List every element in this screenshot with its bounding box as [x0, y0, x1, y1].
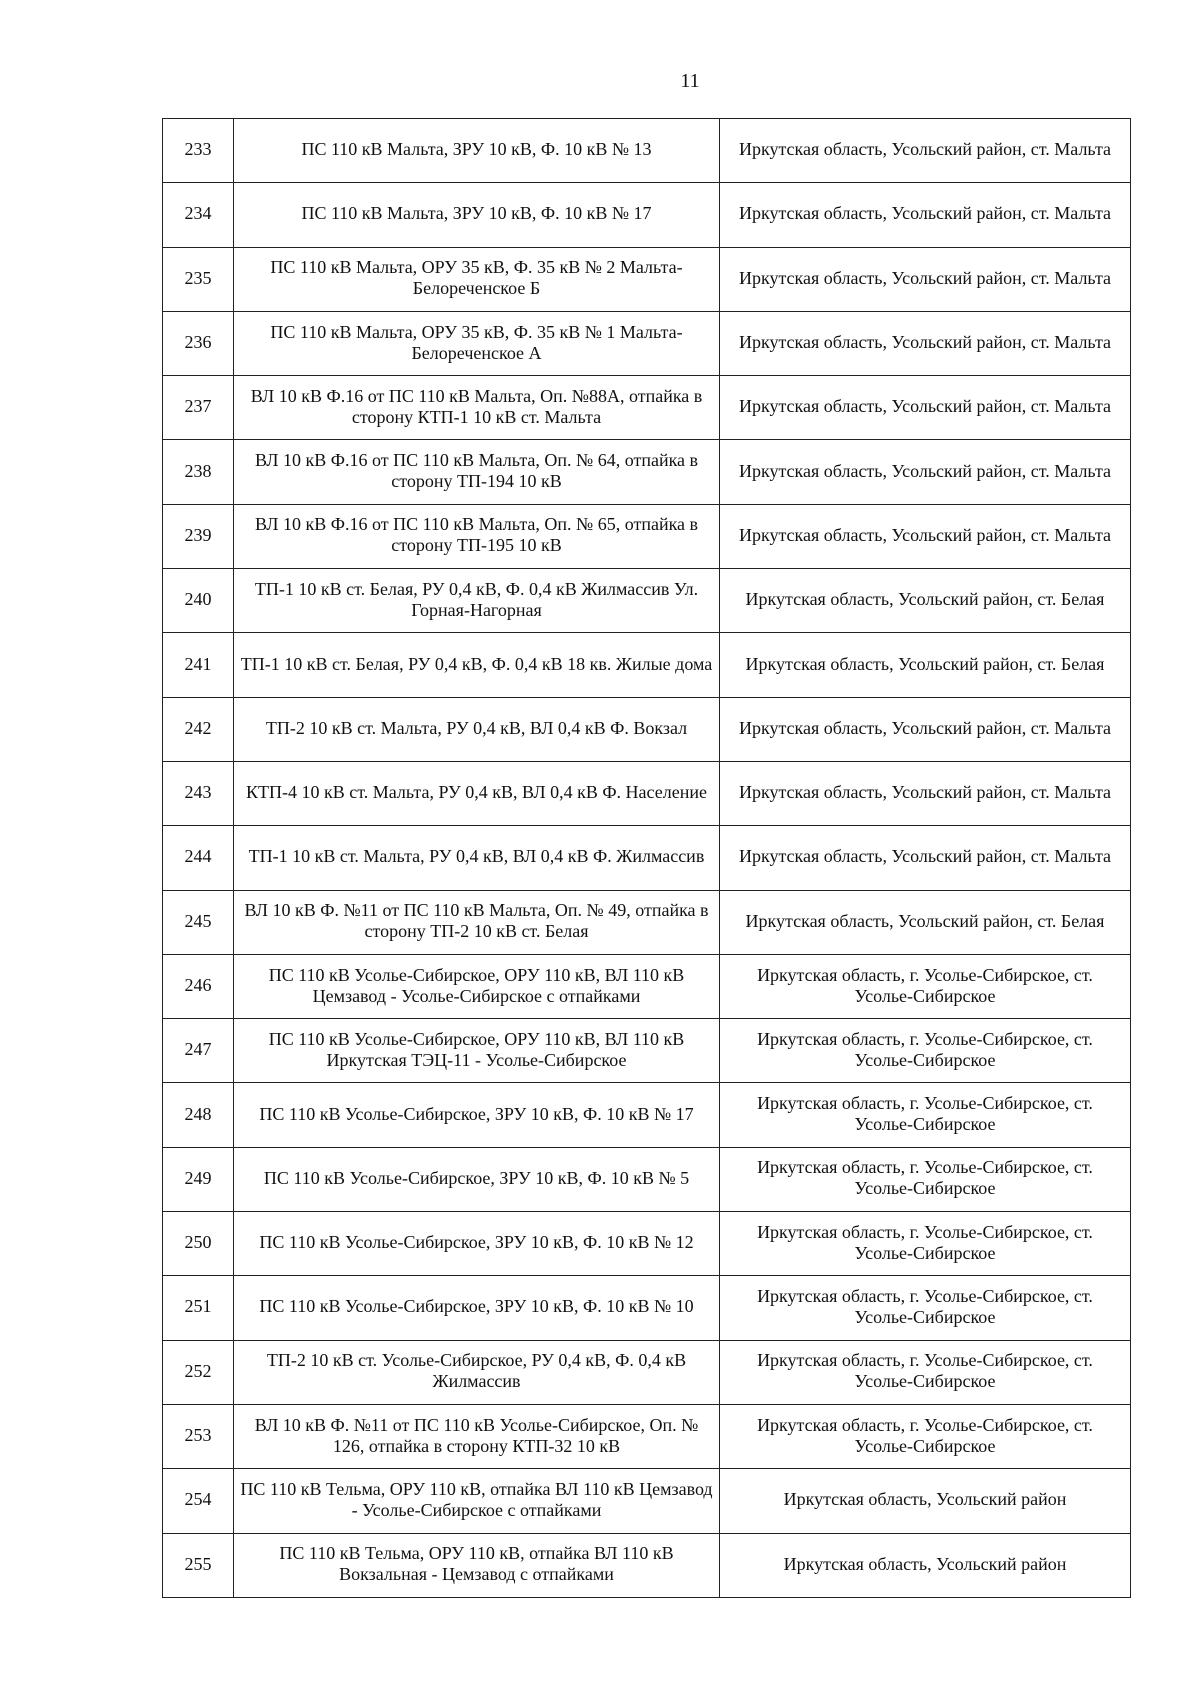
- row-number-cell: 233: [163, 119, 234, 183]
- table-row: [163, 1276, 1131, 1340]
- location-cell: Иркутская область, Усольский район: [720, 1469, 1131, 1533]
- row-number-cell: 239: [163, 504, 234, 568]
- location-cell: Иркутская область, Усольский район, ст. Мальта: [720, 697, 1131, 761]
- location-cell: Иркутская область, Усольский район, ст. Мальта: [720, 311, 1131, 375]
- row-number-cell: 250: [163, 1212, 234, 1276]
- table-row: [163, 247, 1131, 311]
- location-cell: Иркутская область, Усольский район, ст. Мальта: [720, 440, 1131, 504]
- table-row: [163, 1212, 1131, 1276]
- row-number-cell: 246: [163, 954, 234, 1018]
- row-number-cell: 240: [163, 569, 234, 633]
- location-cell: Иркутская область, г. Усолье-Сибирское, ст. Усолье-Сибирское: [720, 1212, 1131, 1276]
- table-row: [163, 440, 1131, 504]
- location-cell: Иркутская область, Усольский район, ст. Мальта: [720, 376, 1131, 440]
- object-name-cell: ТП-1 10 кВ ст. Белая, РУ 0,4 кВ, Ф. 0,4 кВ 18 кв. Жилые дома: [234, 633, 720, 697]
- object-name-cell: КТП-4 10 кВ ст. Мальта, РУ 0,4 кВ, ВЛ 0,4 кВ Ф. Население: [234, 761, 720, 825]
- table-row: [163, 1019, 1131, 1083]
- location-cell: Иркутская область, Усольский район, ст. Мальта: [720, 761, 1131, 825]
- object-name-cell: ПС 110 кВ Мальта, ОРУ 35 кВ, Ф. 35 кВ № 2 Мальта-Белореченское Б: [234, 247, 720, 311]
- row-number-cell: 253: [163, 1404, 234, 1468]
- location-cell: Иркутская область, г. Усолье-Сибирское, ст. Усолье-Сибирское: [720, 1083, 1131, 1147]
- row-number-cell: 241: [163, 633, 234, 697]
- row-number-cell: 244: [163, 826, 234, 890]
- location-cell: Иркутская область, Усольский район: [720, 1533, 1131, 1597]
- page-number: 11: [680, 70, 700, 92]
- location-cell: Иркутская область, г. Усолье-Сибирское, ст. Усолье-Сибирское: [720, 1276, 1131, 1340]
- location-cell: Иркутская область, Усольский район, ст. Мальта: [720, 826, 1131, 890]
- location-cell: Иркутская область, г. Усолье-Сибирское, ст. Усолье-Сибирское: [720, 1019, 1131, 1083]
- object-name-cell: ПС 110 кВ Усолье-Сибирское, ОРУ 110 кВ, ВЛ 110 кВ Цемзавод - Усолье-Сибирское с отпайками: [234, 954, 720, 1018]
- table-row: [163, 1340, 1131, 1404]
- location-cell: Иркутская область, Усольский район, ст. Мальта: [720, 183, 1131, 247]
- row-number-cell: 245: [163, 890, 234, 954]
- object-name-cell: ПС 110 кВ Тельма, ОРУ 110 кВ, отпайка ВЛ 110 кВ Вокзальная - Цемзавод с отпайками: [234, 1533, 720, 1597]
- row-number-cell: 237: [163, 376, 234, 440]
- row-number-cell: 236: [163, 311, 234, 375]
- object-name-cell: ПС 110 кВ Усолье-Сибирское, ЗРУ 10 кВ, Ф. 10 кВ № 17: [234, 1083, 720, 1147]
- table-row: [163, 1533, 1131, 1597]
- object-name-cell: ПС 110 кВ Тельма, ОРУ 110 кВ, отпайка ВЛ 110 кВ Цемзавод - Усолье-Сибирское с отпайками: [234, 1469, 720, 1533]
- object-name-cell: ПС 110 кВ Мальта, ЗРУ 10 кВ, Ф. 10 кВ № 13: [234, 119, 720, 183]
- row-number-cell: 255: [163, 1533, 234, 1597]
- table-row: [163, 569, 1131, 633]
- object-name-cell: ВЛ 10 кВ Ф.16 от ПС 110 кВ Мальта, Оп. № 65, отпайка в сторону ТП-195 10 кВ: [234, 504, 720, 568]
- object-name-cell: ТП-1 10 кВ ст. Белая, РУ 0,4 кВ, Ф. 0,4 кВ Жилмассив Ул. Горная-Нагорная: [234, 569, 720, 633]
- table-row: [163, 826, 1131, 890]
- table-row: [163, 890, 1131, 954]
- table-row: [163, 697, 1131, 761]
- object-name-cell: ВЛ 10 кВ Ф.16 от ПС 110 кВ Мальта, Оп. № 64, отпайка в сторону ТП-194 10 кВ: [234, 440, 720, 504]
- row-number-cell: 249: [163, 1147, 234, 1211]
- object-name-cell: ВЛ 10 кВ Ф. №11 от ПС 110 кВ Усолье-Сибирское, Оп. № 126, отпайка в сторону КТП-32 10 кВ: [234, 1404, 720, 1468]
- object-name-cell: ПС 110 кВ Мальта, ОРУ 35 кВ, Ф. 35 кВ № 1 Мальта-Белореченское А: [234, 311, 720, 375]
- object-name-cell: ПС 110 кВ Мальта, ЗРУ 10 кВ, Ф. 10 кВ № 17: [234, 183, 720, 247]
- location-cell: Иркутская область, Усольский район, ст. Мальта: [720, 504, 1131, 568]
- row-number-cell: 247: [163, 1019, 234, 1083]
- object-name-cell: ТП-2 10 кВ ст. Усолье-Сибирское, РУ 0,4 кВ, Ф. 0,4 кВ Жилмассив: [234, 1340, 720, 1404]
- location-cell: Иркутская область, Усольский район, ст. Мальта: [720, 247, 1131, 311]
- row-number-cell: 235: [163, 247, 234, 311]
- registry-table: [162, 118, 1131, 1598]
- table-row: [163, 1469, 1131, 1533]
- object-name-cell: ПС 110 кВ Усолье-Сибирское, ОРУ 110 кВ, ВЛ 110 кВ Иркутская ТЭЦ-11 - Усолье-Сибирское: [234, 1019, 720, 1083]
- object-name-cell: ТП-2 10 кВ ст. Мальта, РУ 0,4 кВ, ВЛ 0,4 кВ Ф. Вокзал: [234, 697, 720, 761]
- table-row: [163, 633, 1131, 697]
- row-number-cell: 248: [163, 1083, 234, 1147]
- object-name-cell: ВЛ 10 кВ Ф.16 от ПС 110 кВ Мальта, Оп. №88А, отпайка в сторону КТП-1 10 кВ ст. Мальта: [234, 376, 720, 440]
- table-row: [163, 376, 1131, 440]
- table-row: [163, 761, 1131, 825]
- row-number-cell: 238: [163, 440, 234, 504]
- table-row: [163, 1147, 1131, 1211]
- table-row: [163, 311, 1131, 375]
- location-cell: Иркутская область, Усольский район, ст. Мальта: [720, 119, 1131, 183]
- row-number-cell: 243: [163, 761, 234, 825]
- object-name-cell: ПС 110 кВ Усолье-Сибирское, ЗРУ 10 кВ, Ф. 10 кВ № 5: [234, 1147, 720, 1211]
- object-name-cell: ПС 110 кВ Усолье-Сибирское, ЗРУ 10 кВ, Ф. 10 кВ № 12: [234, 1212, 720, 1276]
- table-row: [163, 1404, 1131, 1468]
- row-number-cell: 252: [163, 1340, 234, 1404]
- object-name-cell: ПС 110 кВ Усолье-Сибирское, ЗРУ 10 кВ, Ф. 10 кВ № 10: [234, 1276, 720, 1340]
- location-cell: Иркутская область, г. Усолье-Сибирское, ст. Усолье-Сибирское: [720, 954, 1131, 1018]
- location-cell: Иркутская область, Усольский район, ст. Белая: [720, 633, 1131, 697]
- table-row: [163, 119, 1131, 183]
- location-cell: Иркутская область, г. Усолье-Сибирское, ст. Усолье-Сибирское: [720, 1340, 1131, 1404]
- table-row: [163, 183, 1131, 247]
- row-number-cell: 242: [163, 697, 234, 761]
- table-row: [163, 504, 1131, 568]
- object-name-cell: ВЛ 10 кВ Ф. №11 от ПС 110 кВ Мальта, Оп. № 49, отпайка в сторону ТП-2 10 кВ ст. Белая: [234, 890, 720, 954]
- location-cell: Иркутская область, г. Усолье-Сибирское, ст. Усолье-Сибирское: [720, 1404, 1131, 1468]
- row-number-cell: 234: [163, 183, 234, 247]
- row-number-cell: 251: [163, 1276, 234, 1340]
- object-name-cell: ТП-1 10 кВ ст. Мальта, РУ 0,4 кВ, ВЛ 0,4 кВ Ф. Жилмассив: [234, 826, 720, 890]
- location-cell: Иркутская область, Усольский район, ст. Белая: [720, 890, 1131, 954]
- location-cell: Иркутская область, Усольский район, ст. Белая: [720, 569, 1131, 633]
- table-row: [163, 1083, 1131, 1147]
- location-cell: Иркутская область, г. Усолье-Сибирское, ст. Усолье-Сибирское: [720, 1147, 1131, 1211]
- row-number-cell: 254: [163, 1469, 234, 1533]
- table-row: [163, 954, 1131, 1018]
- registry-table-body: [163, 119, 1131, 1598]
